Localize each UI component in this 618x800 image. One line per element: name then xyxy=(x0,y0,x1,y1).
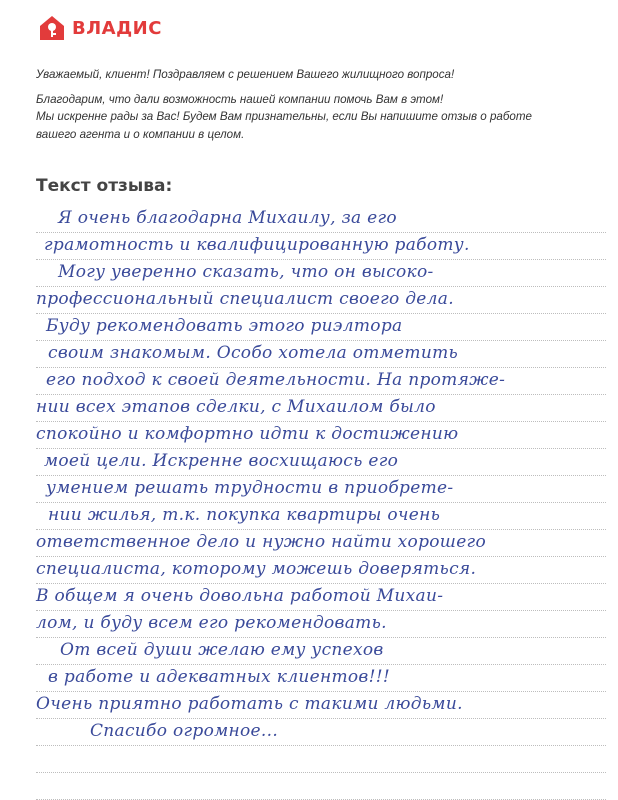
handwritten-text: в работе и адекватных клиентов!!! xyxy=(48,667,390,687)
review-line xyxy=(36,665,606,692)
review-line xyxy=(36,476,606,503)
house-key-icon xyxy=(38,14,66,42)
brand-logo xyxy=(38,14,162,42)
review-line xyxy=(36,368,606,395)
handwritten-text: нии всех этапов сделки, с Михаилом было xyxy=(36,397,436,417)
handwritten-text: специалиста, которому можешь доверяться. xyxy=(36,559,477,579)
review-line xyxy=(36,638,606,665)
handwritten-text: его подход к своей деятельности. На протяже- xyxy=(46,370,506,390)
intro-line-2: Благодарим, что дали возможность нашей компании помочь Вам в этом! xyxy=(36,93,444,107)
handwritten-text: профессиональный специалист своего дела. xyxy=(36,289,454,309)
handwritten-text: ответственное дело и нужно найти хорошего xyxy=(36,532,486,552)
handwritten-text: Могу уверенно сказать, что он высоко- xyxy=(58,262,434,282)
handwritten-text: От всей души желаю ему успехов xyxy=(60,640,384,660)
review-line xyxy=(36,557,606,584)
review-line xyxy=(36,584,606,611)
brand-name: ВЛАДИС xyxy=(72,17,162,39)
review-line xyxy=(36,314,606,341)
review-line xyxy=(36,395,606,422)
review-line xyxy=(36,692,606,719)
handwritten-text: умением решать трудности в приобрете- xyxy=(46,478,454,498)
handwritten-text: грамотность и квалифицированную работу. xyxy=(44,235,470,255)
handwritten-text: спокойно и комфортно идти к достижению xyxy=(36,424,459,444)
review-lines xyxy=(36,206,606,800)
review-line xyxy=(36,422,606,449)
review-line xyxy=(36,233,606,260)
handwritten-text: нии жилья, т.к. покупка квартиры очень xyxy=(48,505,441,525)
review-line xyxy=(36,287,606,314)
handwritten-text: моей цели. Искренне восхищаюсь его xyxy=(44,451,399,471)
handwritten-text: своим знакомым. Особо хотела отметить xyxy=(48,343,459,363)
handwritten-text: Я очень благодарна Михаилу, за его xyxy=(58,208,397,228)
review-line xyxy=(36,746,606,773)
intro-line-4: вашего агента и о компании в целом. xyxy=(36,127,245,141)
intro-text xyxy=(36,66,596,143)
handwritten-text: В общем я очень довольна работой Михаи- xyxy=(36,586,444,606)
review-line xyxy=(36,449,606,476)
review-title: Текст отзыва: xyxy=(36,176,173,196)
review-line xyxy=(36,503,606,530)
handwritten-text: Спасибо огромное... xyxy=(90,721,279,741)
intro-line-1: Уважаемый, клиент! Поздравляем с решением Вашего жилищного вопроса! xyxy=(36,68,455,81)
review-line xyxy=(36,773,606,800)
review-line xyxy=(36,530,606,557)
review-line xyxy=(36,611,606,638)
review-line xyxy=(36,206,606,233)
handwritten-text: Очень приятно работать с такими людьми. xyxy=(36,694,463,714)
intro-line-3: Мы искренне рады за Вас! Будем Вам признательны, если Вы напишите отзыв о работе xyxy=(36,110,532,124)
review-line xyxy=(36,341,606,368)
review-line xyxy=(36,260,606,287)
handwritten-text: Буду рекомендовать этого риэлтора xyxy=(46,316,403,336)
review-line xyxy=(36,719,606,746)
handwritten-text: лом, и буду всем его рекомендовать. xyxy=(36,613,387,633)
